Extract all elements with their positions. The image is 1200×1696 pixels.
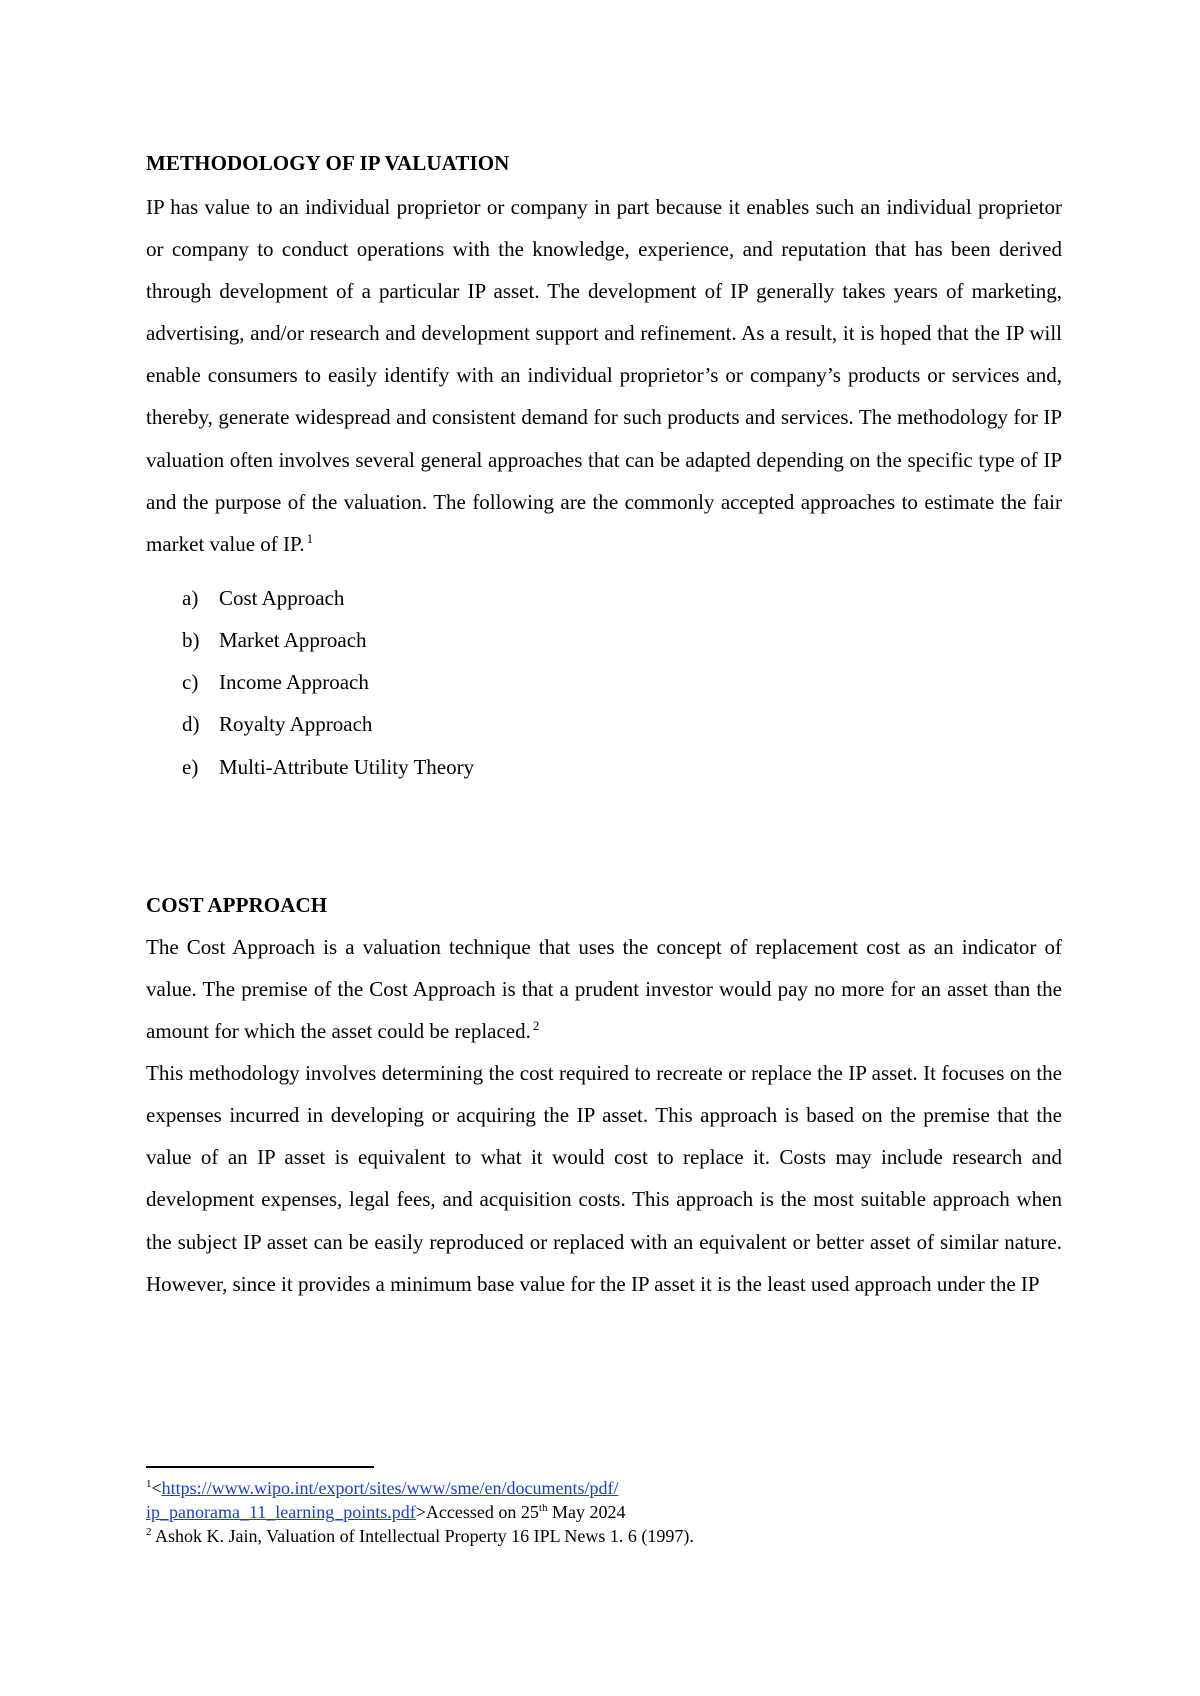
page-body (146, 142, 1062, 1305)
footnote-1-link-line2[interactable]: ip_panorama_11_learning_points.pdf (146, 1502, 416, 1522)
list-item (182, 703, 1062, 745)
list-marker: b) (182, 628, 200, 653)
list-item-label: Income Approach (219, 670, 369, 695)
footnote-1-accessed: >Accessed on 25 (415, 1502, 539, 1522)
list-marker: e) (182, 754, 199, 779)
section-heading-methodology: METHODOLOGY OF IP VALUATION (146, 151, 510, 175)
list-item (182, 746, 1062, 788)
footnote-ref-2[interactable]: 2 (532, 1018, 540, 1034)
list-item-label: Multi-Attribute Utility Theory (219, 754, 475, 779)
list-item-label: Royalty Approach (219, 712, 373, 737)
cost-approach-paragraph-2: This methodology involves determining the cost required to recreate or replace the IP asset. It focuses on the expenses incurred in developing or acquiring the IP asset. This approach is based on the premise that the value of an IP asset is equivalent to what it would cost to replace it. Costs may include research and development expenses, legal fees, and acquisition costs. This approach is the most suitable approach when the subject IP asset can be easily reproduced or replaced with an equivalent or better asset of similar nature. However, since it provides a minimum base value for the IP asset it is the least used approach under the IP (146, 1061, 1062, 1296)
footnote-1-link-line1[interactable]: https://www.wipo.int/export/sites/www/sme/en/documents/pdf/ (161, 1478, 619, 1498)
footnote-2-text: Ashok K. Jain, Valuation of Intellectual Property 16 IPL News 1. 6 (1997). (151, 1526, 694, 1546)
cost-approach-paragraph-1 (146, 926, 1062, 1052)
footnote-number-2: 2 (146, 1526, 152, 1538)
list-item (182, 661, 1062, 703)
footnote-2 (146, 1524, 1066, 1548)
list-marker: a) (182, 585, 199, 610)
footnote-ref-1[interactable]: 1 (306, 530, 314, 546)
footnote-separator (146, 1466, 374, 1468)
footnote-1-accessed-date: May 2024 (547, 1502, 626, 1522)
footnote-1-open: < (151, 1478, 162, 1498)
list-item-label: Cost Approach (219, 585, 345, 610)
list-marker: c) (182, 670, 199, 695)
footnote-1-accessed-ordinal: th (538, 1502, 548, 1514)
footnotes (146, 1466, 1066, 1548)
list-item (182, 619, 1062, 661)
methodology-paragraph (146, 186, 1062, 565)
approaches-list (146, 577, 1062, 788)
cost-approach-paragraph-1-text: The Cost Approach is a valuation technique that uses the concept of replacement cost as an indicator of value. The premise of the Cost Approach is that a prudent investor would pay no more for an asset than the amount for which the asset could be replaced. (146, 934, 1062, 1044)
section-heading-cost-approach: COST APPROACH (146, 892, 328, 917)
list-item-label: Market Approach (219, 628, 367, 653)
methodology-paragraph-text: IP has value to an individual proprietor or company in part because it enables such an individual proprietor or company to conduct operations with the knowledge, experience, and reputation that has been derived through development of a particular IP asset. The development of IP generally takes years of marketing, advertising, and/or research and development support and refinement. As a result, it is hoped that the IP will enable consumers to easily identify with an individual proprietor’s or company’s products or services and, thereby, generate widespread and consistent demand for such products and services. The methodology for IP valuation often involves several general approaches that can be adapted depending on the specific type of IP and the purpose of the valuation. The following are the commonly accepted approaches to estimate the fair market value of IP. (146, 195, 1062, 556)
list-item (182, 577, 1062, 619)
footnote-number-1: 1 (146, 1478, 152, 1490)
footnote-1 (146, 1476, 1066, 1524)
list-marker: d) (182, 712, 200, 737)
